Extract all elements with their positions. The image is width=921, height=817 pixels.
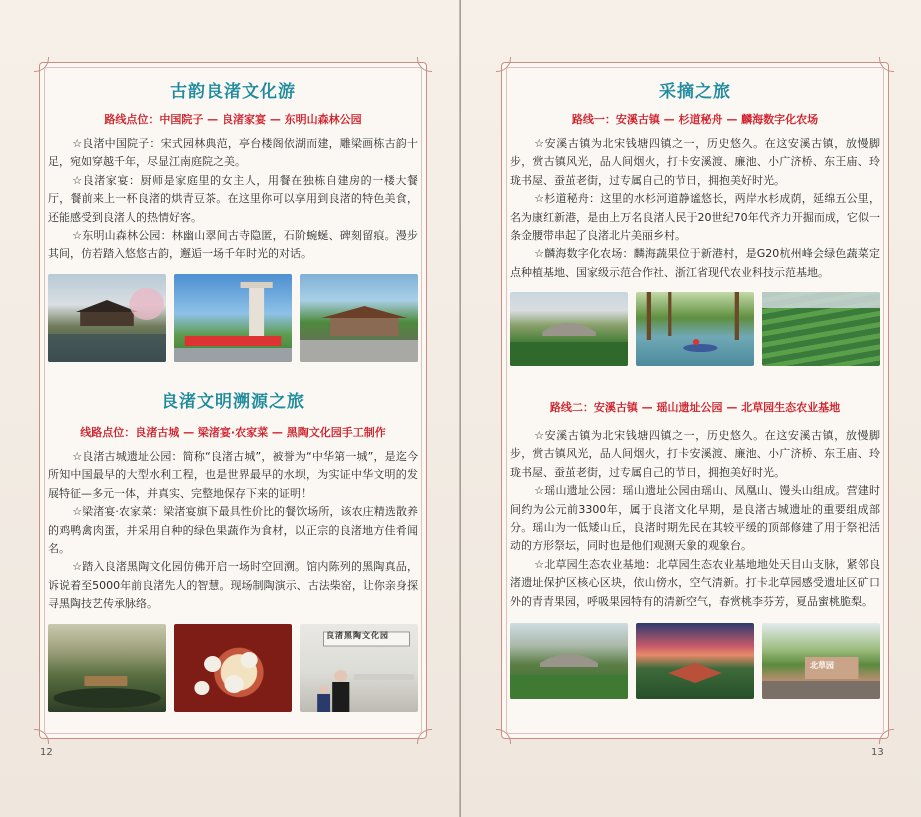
right-section-2 (510, 399, 880, 699)
paragraph: ☆麟海数字化农场：麟海蔬果位于新港村，是G20杭州峰会绿色蔬菜定点种植基地、国家级示范合作社、浙江省现代农业科技示范基地。 (510, 247, 880, 279)
forest-pavilion-photo (300, 274, 418, 362)
route-line: 线路点位：良渚古城 — 梁渚宴·农家菜 — 黑陶文化园手工制作 (80, 426, 386, 439)
section-title: 良渚文明溯源之旅 (161, 392, 305, 412)
page-number: 12 (40, 747, 53, 758)
paragraph: ☆踏入良渚黑陶文化园仿佛开启一场时空回溯。馆内陈列的黑陶真品，诉说着至5000年前良渚先人的智慧。现场制陶演示、古法柴窑，让你亲身探寻黑陶技艺传承脉络。 (48, 560, 418, 611)
photo-row (510, 292, 880, 366)
paragraph: ☆瑶山遗址公园：瑶山遗址公园由瑶山、凤凰山、馒头山组成。营建时间约为公元前3300年，属于良渚文化早期，是良渚古城遗址的重要组成部分。瑶山为一低矮山丘，良渚时期先民在其较平缓的顶部修建了用于祭祀活动的方形祭坛，同时也是他们观测天象的观象台。 (510, 484, 880, 553)
boat-canal-photo (636, 292, 754, 366)
paragraph: ☆东明山森林公园：林幽山翠间古寺隐匿，石阶蜿蜒、碑刻留痕。漫步其间，仿若踏入悠悠古韵，邂逅一场千年时光的对话。 (48, 229, 418, 261)
museum-sign-text: 良渚黑陶文化园 (326, 630, 389, 640)
sunset-altar-photo (636, 623, 754, 699)
greenhouse-photo (762, 292, 880, 366)
route-line: 路线二：安溪古镇 — 瑶山遗址公园 — 北草园生态农业基地 (549, 401, 841, 414)
garden-sign-text: 北草园 (810, 661, 834, 671)
paragraph: ☆良渚中国院子：宋式园林典范，亭台楼阁依湖而建，雕梁画栋古韵十足，宛如穿越千年，尽显江南庭院之美。 (48, 137, 418, 169)
route-line: 路线点位：中国院子 — 良渚家宴 — 东明山森林公园 (104, 113, 362, 126)
photo-row (48, 624, 418, 712)
left-frame (39, 62, 427, 739)
right-page (461, 0, 921, 817)
page-number: 13 (871, 747, 884, 758)
photo-row (510, 623, 880, 699)
tower-gate-photo (174, 274, 292, 362)
right-section-1 (510, 77, 880, 366)
paragraph: ☆杉道秘舟：这里的水杉河道静谧悠长，两岸水杉成荫，延绵五公里，名为康红新港，是由上万名良渚人民于20世纪70年代齐力开掘而成，它似一条金腰带串起了良渚北片美丽乡村。 (510, 192, 880, 243)
paragraph: ☆梁渚宴·农家菜：梁渚宴旗下最具性价比的餐饮场所，该农庄精选散养的鸡鸭禽肉蛋，并采用自种的绿色果蔬作为食材，以正宗的良渚地方佳肴闻名。 (48, 505, 418, 556)
aerial-site-photo (48, 624, 166, 712)
photo-row (48, 274, 418, 362)
paragraph: ☆良渚家宴：厨师是家庭里的女主人，用餐在独栋自建房的一楼大餐厅，餐前来上一杯良渚的烘青豆茶。在这里你可以享用到良渚的特色美食，还能感受到良渚人的热情好客。 (48, 173, 418, 224)
orchard-entrance-photo (762, 623, 880, 699)
pottery-museum-photo (300, 624, 418, 712)
banquet-table-photo (174, 624, 292, 712)
stone-bridge-photo (510, 292, 628, 366)
paragraph: ☆安溪古镇为北宋钱塘四镇之一，历史悠久。在这安溪古镇，放慢脚步，赏古镇风光，品人间烟火，打卡安溪渡、廉池、小广济桥、东王庙、玲珑书屋、蚕茧老街，过专属自己的节日，拥抱美好时光。 (510, 429, 880, 479)
section-title: 采摘之旅 (659, 82, 731, 102)
route-line: 路线一：安溪古镇 — 杉道秘舟 — 麟海数字化农场 (571, 113, 819, 126)
left-section-1 (48, 77, 418, 362)
right-frame (501, 62, 889, 739)
paragraph: ☆安溪古镇为北宋钱塘四镇之一，历史悠久。在这安溪古镇，放慢脚步，赏古镇风光，品人间烟火，打卡安溪渡、廉池、小广济桥、东王庙、玲珑书屋、蚕茧老街，过专属自己的节日，拥抱美好时光。 (510, 137, 880, 187)
lotus-bridge-photo (510, 623, 628, 699)
left-section-2 (48, 387, 418, 712)
left-page (0, 0, 460, 817)
paragraph: ☆良渚古城遗址公园：简称“良渚古城”，被誉为“中华第一城”，是迄今所知中国最早的大型水利工程，也是世界最早的水坝，为实证中华文明的发展特征—多元一体，并真实、完整地保存下来的证明！ (48, 450, 418, 500)
paragraph: ☆北草园生态农业基地：北草园生态农业基地地处天目山支脉，紧邻良渚遗址保护区核心区块，依山傍水，空气清新。打卡北草园感受遗址区矿口外的青青果园，呼吸果园特有的清新空气，春赏桃李芬芳，夏品蜜桃脆梨。 (510, 557, 880, 608)
section-title: 古韵良渚文化游 (170, 82, 296, 102)
courtyard-lake-photo (48, 274, 166, 362)
